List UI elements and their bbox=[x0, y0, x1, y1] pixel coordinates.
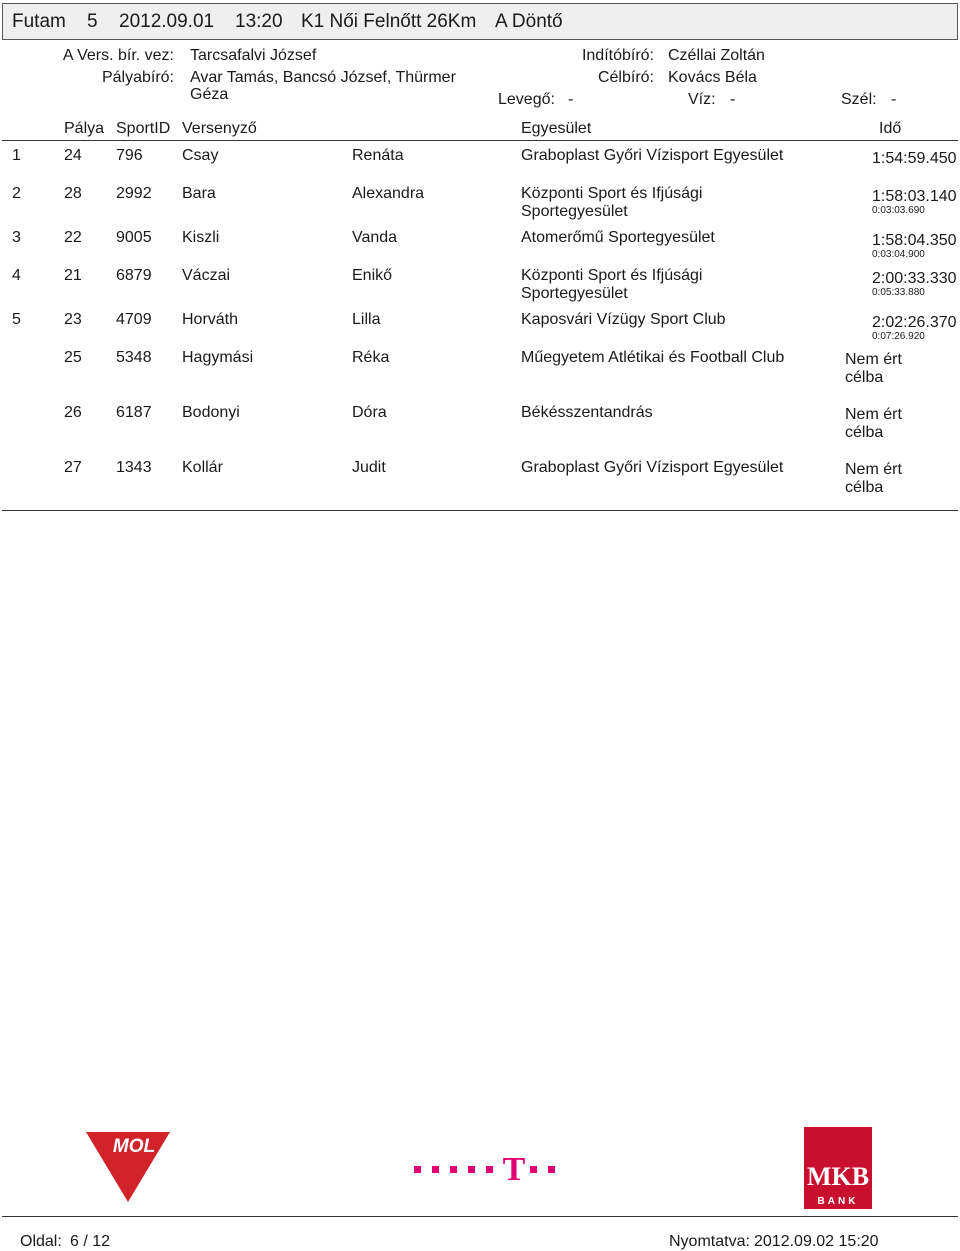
footer-rule bbox=[2, 1216, 958, 1217]
club: Graboplast Győri Vízisport Egyesület bbox=[521, 459, 784, 476]
levego-label: Levegő: bbox=[498, 91, 555, 108]
first-name: Dóra bbox=[352, 404, 387, 421]
time-gap: 0:07:26.920 bbox=[872, 331, 925, 342]
club: Békésszentandrás bbox=[521, 404, 653, 421]
result-status: Nem ért célba bbox=[845, 351, 902, 386]
lane: 24 bbox=[64, 147, 82, 164]
sport-id: 9005 bbox=[116, 229, 152, 246]
club: Kaposvári Vízügy Sport Club bbox=[521, 311, 726, 328]
last-name: Bodonyi bbox=[182, 404, 240, 421]
szel-label: Szél: bbox=[841, 91, 877, 108]
sport-id: 4709 bbox=[116, 311, 152, 328]
time-gap: 0:03:04.900 bbox=[872, 249, 925, 260]
last-name: Horváth bbox=[182, 311, 239, 328]
mkb-logo-bank-text: BANK bbox=[817, 1196, 859, 1207]
col-sportid: SportID bbox=[116, 120, 171, 137]
sport-id: 6879 bbox=[116, 267, 152, 284]
paly-value-line2: Géza bbox=[190, 86, 229, 103]
last-name: Kollár bbox=[182, 459, 223, 476]
result-status: Nem ért célba bbox=[845, 406, 902, 441]
time-gap: 0:05:33.880 bbox=[872, 287, 925, 298]
club: Graboplast Győri Vízisport Egyesület bbox=[521, 147, 784, 164]
levego-value: - bbox=[568, 91, 574, 108]
result-time: 2:00:33.330 bbox=[872, 270, 957, 287]
first-name: Judit bbox=[352, 459, 386, 476]
page-label: Oldal: bbox=[20, 1233, 62, 1250]
sport-id: 5348 bbox=[116, 349, 152, 366]
paly-value-line1: Avar Tamás, Bancsó József, Thürmer bbox=[190, 69, 456, 86]
futam-label: Futam bbox=[12, 11, 66, 32]
club: Atomerőmű Sportegyesület bbox=[521, 229, 715, 246]
place: 1 bbox=[12, 147, 21, 164]
last-name: Kiszli bbox=[182, 229, 220, 246]
race-event: K1 Női Felnőtt 26Km bbox=[301, 11, 477, 32]
race-time: 13:20 bbox=[235, 11, 283, 32]
last-name: Bara bbox=[182, 185, 216, 202]
telekom-logo bbox=[412, 1150, 562, 1184]
place: 4 bbox=[12, 267, 21, 284]
lane: 26 bbox=[64, 404, 82, 421]
lane: 27 bbox=[64, 459, 82, 476]
first-name: Vanda bbox=[352, 229, 398, 246]
futam-number: 5 bbox=[87, 11, 98, 32]
lane: 23 bbox=[64, 311, 82, 328]
lane: 25 bbox=[64, 349, 82, 366]
vers-value: Tarcsafalvi József bbox=[190, 47, 317, 64]
col-palya: Pálya bbox=[64, 120, 105, 137]
viz-value: - bbox=[730, 91, 736, 108]
race-date: 2012.09.01 bbox=[119, 11, 215, 32]
mol-logo bbox=[86, 1130, 170, 1204]
club: Központi Sport és Ifjúsági Sportegyesület bbox=[521, 267, 703, 302]
race-header-bar bbox=[2, 3, 958, 40]
first-name: Réka bbox=[352, 349, 390, 366]
result-time: 2:02:26.370 bbox=[872, 314, 957, 331]
place: 5 bbox=[12, 311, 21, 328]
place: 2 bbox=[12, 185, 21, 202]
sport-id: 1343 bbox=[116, 459, 152, 476]
cel-label: Célbíró: bbox=[597, 69, 654, 86]
result-time: 1:58:03.140 bbox=[872, 188, 957, 205]
mkb-bank-logo bbox=[804, 1127, 872, 1209]
time-gap: 0:03:03.690 bbox=[872, 205, 925, 216]
cel-value: Kovács Béla bbox=[668, 69, 757, 86]
last-name: Váczai bbox=[182, 267, 231, 284]
results-end-rule bbox=[2, 510, 958, 511]
col-ido: Idő bbox=[879, 120, 902, 137]
telekom-logo-text: T bbox=[502, 1151, 526, 1184]
lane: 21 bbox=[64, 267, 82, 284]
printed-value: 2012.09.02 15:20 bbox=[754, 1233, 879, 1250]
vers-label: A Vers. bír. vez: bbox=[62, 47, 174, 64]
szel-value: - bbox=[891, 91, 897, 108]
sport-id: 2992 bbox=[116, 185, 152, 202]
lane: 22 bbox=[64, 229, 82, 246]
result-status: Nem ért célba bbox=[845, 461, 902, 496]
club: Műegyetem Atlétikai és Football Club bbox=[521, 349, 785, 366]
mol-logo-text: MOL bbox=[112, 1136, 156, 1157]
lane: 28 bbox=[64, 185, 82, 202]
first-name: Enikő bbox=[352, 267, 393, 284]
mkb-logo-text: MKB bbox=[806, 1162, 870, 1191]
col-versenyzo: Versenyző bbox=[182, 120, 257, 137]
page-value: 6 / 12 bbox=[70, 1233, 111, 1250]
indito-label: Indítóbíró: bbox=[581, 47, 654, 64]
first-name: Lilla bbox=[352, 311, 381, 328]
sport-id: 6187 bbox=[116, 404, 152, 421]
header-rule bbox=[2, 140, 958, 141]
last-name: Hagymási bbox=[182, 349, 254, 366]
race-final: A Döntő bbox=[495, 11, 563, 32]
result-time: 1:58:04.350 bbox=[872, 232, 957, 249]
first-name: Alexandra bbox=[352, 185, 425, 202]
last-name: Csay bbox=[182, 147, 219, 164]
viz-label: Víz: bbox=[688, 91, 716, 108]
place: 3 bbox=[12, 229, 21, 246]
club: Központi Sport és Ifjúsági Sportegyesület bbox=[521, 185, 703, 220]
first-name: Renáta bbox=[352, 147, 404, 164]
indito-value: Czéllai Zoltán bbox=[668, 47, 765, 64]
result-time: 1:54:59.450 bbox=[872, 150, 957, 167]
paly-label: Pályabíró: bbox=[101, 69, 174, 86]
col-egyesulet: Egyesület bbox=[521, 120, 592, 137]
sport-id: 796 bbox=[116, 147, 143, 164]
printed-label: Nyomtatva: bbox=[669, 1233, 750, 1250]
